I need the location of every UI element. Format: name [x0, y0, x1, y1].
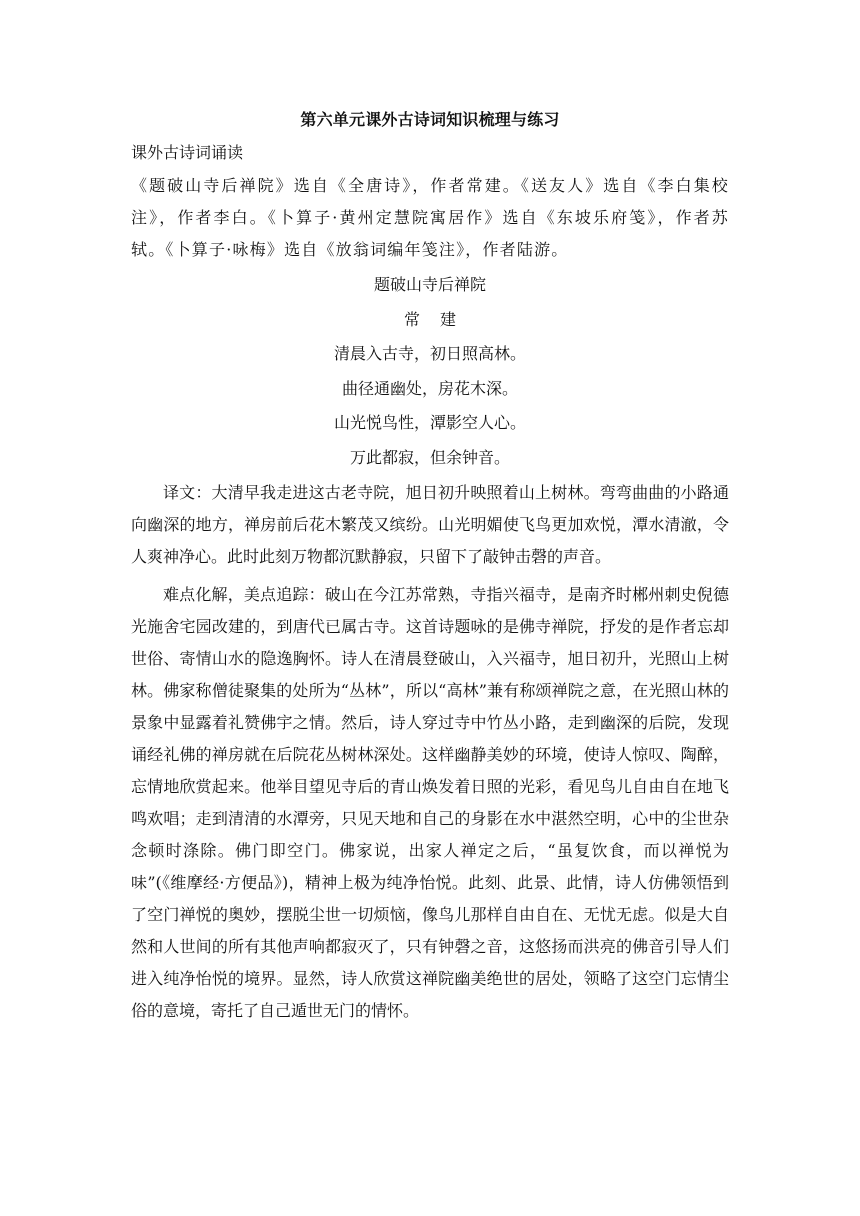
poem-author: 常建	[403, 309, 476, 329]
poem-title: 题破山寺后禅院	[373, 275, 486, 294]
translation-paragraph: 译文：大清早我走进这古老寺院，旭日初升映照着山上树林。弯弯曲曲的小路通向幽深的地方，禅房前后花木繁茂又缤纷。山光明媚使飞鸟更加欢悦，潭水清澈，令人爽神净心。此时此刻万物都沉默静寂，只留下了敲钟击磬的声音。	[131, 483, 729, 566]
poem-block	[131, 268, 729, 475]
poem-line: 曲径通幽处，房花木深。	[341, 378, 518, 398]
document-page	[131, 108, 729, 1027]
poem-line: 山光悦鸟性，潭影空人心。	[333, 413, 526, 432]
intro-paragraph: 《题破山寺后禅院》选自《全唐诗》，作者常建。《送友人》选自《李白集校注》，作者李白。《卜算子·黄州定慧院寓居作》选自《东坡乐府笺》，作者苏轼。《卜算子·咏梅》选自《放翁词编年笺注》，作者陆游。	[131, 176, 729, 259]
poem-line: 万此都寂，但余钟音。	[349, 447, 510, 467]
poem-line: 清晨入古寺，初日照高林。	[333, 344, 526, 363]
section-heading: 课外古诗词诵读	[131, 143, 244, 162]
analysis-paragraph: 难点化解，美点追踪：破山在今江苏常熟，寺指兴福寺，是南齐时郴州刺史倪德光施舍宅园改建的，到唐代已属古寺。这首诗题咏的是佛寺禅院，抒发的是作者忘却世俗、寄情山水的隐逸胸怀。诗人在清晨登破山，入兴福寺，旭日初升，光照山上树林。佛家称僧徒聚集的处所为“丛林”，所以“高林”兼有称颂禅院之意，在光照山林的景象中显露着礼赞佛宇之情。然后，诗人穿过寺中竹丛小路，走到幽深的后院，发现诵经礼佛的禅房就在后院花丛树林深处。这样幽静美妙的环境，使诗人惊叹、陶醉，忘情地欣赏起来。他举目望见寺后的青山焕发着日照的光彩，看见鸟儿自由自在地飞鸣欢唱；走到清清的水潭旁，只见天地和自己的身影在水中湛然空明，心中的尘世杂念顿时涤除。佛门即空门。佛家说，出家人禅定之后，“虽复饮食，而以禅悦为味”(《维摩经·方便品》)，精神上极为纯净怡悦。此刻、此景、此情，诗人仿佛领悟到了空门禅悦的奥妙，摆脱尘世一切烦恼，像鸟儿那样自由自在、无忧无虑。似是大自然和人世间的所有其他声响都寂灭了，只有钟磬之音，这悠扬而洪亮的佛音引导人们进入纯净怡悦的境界。显然，诗人欣赏这禅院幽美绝世的居处，领略了这空门忘情尘俗的意境，寄托了自己遁世无门的情怀。	[131, 585, 729, 1020]
document-title: 第六单元课外古诗词知识梳理与练习	[300, 110, 560, 129]
